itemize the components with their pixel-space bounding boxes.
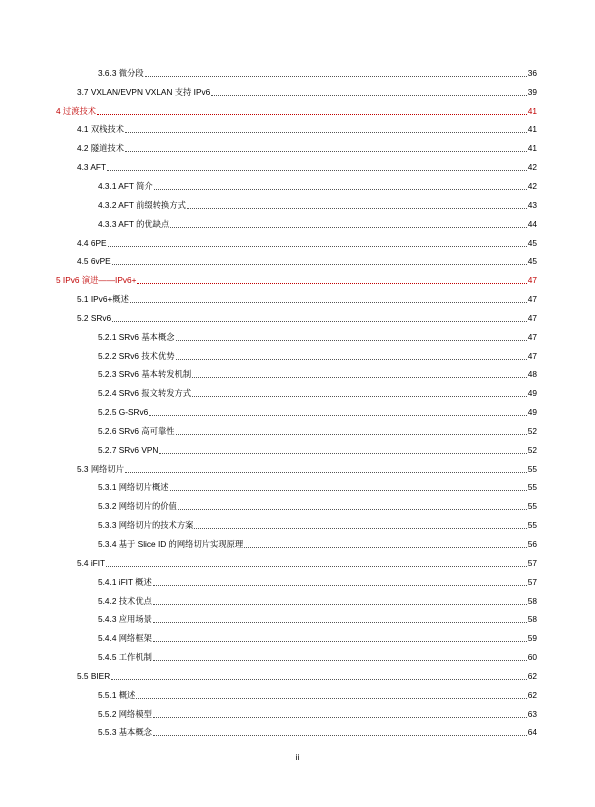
- toc-entry[interactable]: [0, 328, 537, 347]
- toc-entry[interactable]: [0, 234, 537, 253]
- toc-entry[interactable]: [0, 705, 537, 724]
- toc-entry-title: 5.5.2 网络模型: [98, 708, 152, 719]
- dot-leader: [153, 717, 527, 718]
- toc-entry-title: 5.5.3 基本概念: [98, 727, 152, 738]
- dot-leader: [154, 189, 527, 190]
- dot-leader: [170, 490, 527, 491]
- toc-entry-title: 5.2.1 SRv6 基本概念: [98, 331, 175, 342]
- toc-entry-title: 5.2.7 SRv6 VPN: [98, 444, 159, 455]
- dot-leader: [176, 340, 527, 341]
- toc-entry-page-number: 49: [527, 407, 537, 418]
- toc-entry-page-number: 52: [527, 444, 537, 455]
- toc-entry-title: 5.1 IPv6+概述: [77, 294, 129, 305]
- toc-entry-title: 5.4.5 工作机制: [98, 652, 152, 663]
- toc-entry-page-number: 41: [527, 143, 537, 154]
- toc-entry-page-number: 36: [527, 67, 537, 78]
- toc-entry-page-number: 47: [527, 275, 537, 286]
- toc-entry[interactable]: [0, 196, 537, 215]
- table-of-contents: [0, 64, 595, 742]
- toc-entry[interactable]: [0, 177, 537, 196]
- toc-entry-title: 5.4.4 网络框架: [98, 633, 152, 644]
- dot-leader: [176, 434, 527, 435]
- dot-leader: [149, 415, 527, 416]
- toc-entry-page-number: 62: [527, 670, 537, 681]
- toc-entry-title: 5.3.3 网络切片的技术方案: [98, 520, 194, 531]
- toc-entry-title: 4.2 隧道技术: [77, 143, 125, 154]
- toc-entry[interactable]: [0, 724, 537, 743]
- toc-entry-page-number: 52: [527, 425, 537, 436]
- toc-entry-page-number: 60: [527, 652, 537, 663]
- toc-entry-page-number: 55: [527, 463, 537, 474]
- toc-entry[interactable]: [0, 573, 537, 592]
- toc-entry-page-number: 62: [527, 689, 537, 700]
- toc-entry-page-number: 43: [527, 199, 537, 210]
- toc-entry-page-number: 45: [527, 237, 537, 248]
- toc-entry-page-number: 55: [527, 520, 537, 531]
- dot-leader: [97, 114, 527, 115]
- toc-entry-title: 5.4.2 技术优点: [98, 595, 152, 606]
- dot-leader: [125, 132, 527, 133]
- toc-entry-title: 4.3.2 AFT 前缀转换方式: [98, 199, 186, 210]
- toc-entry[interactable]: [0, 139, 537, 158]
- toc-entry-title: 5.5.1 概述: [98, 689, 136, 700]
- toc-entry[interactable]: [0, 252, 537, 271]
- toc-entry[interactable]: [0, 667, 537, 686]
- toc-entry-title: 5.3.4 基于 Slice ID 的网络切片实现原理: [98, 539, 244, 550]
- toc-entry[interactable]: [0, 158, 537, 177]
- toc-entry-title: 5.2.6 SRv6 高可靠性: [98, 425, 175, 436]
- toc-entry-title: 5.3 网络切片: [77, 463, 125, 474]
- toc-entry-page-number: 41: [527, 105, 537, 116]
- toc-entry[interactable]: [0, 64, 537, 83]
- toc-entry-page-number: 48: [527, 369, 537, 380]
- toc-entry[interactable]: [0, 83, 537, 102]
- toc-entry-title: 3.6.3 微分段: [98, 67, 144, 78]
- dot-leader: [178, 509, 527, 510]
- toc-entry-title: 4.3.1 AFT 简介: [98, 180, 153, 191]
- toc-entry-page-number: 55: [527, 482, 537, 493]
- toc-entry-page-number: 39: [527, 86, 537, 97]
- toc-entry-page-number: 47: [527, 331, 537, 342]
- toc-entry-title: 4.1 双栈技术: [77, 124, 125, 135]
- toc-entry[interactable]: [0, 460, 537, 479]
- toc-entry-title: 5.2.5 G-SRv6: [98, 407, 149, 418]
- toc-entry[interactable]: [0, 290, 537, 309]
- toc-entry-page-number: 45: [527, 256, 537, 267]
- dot-leader: [153, 641, 527, 642]
- toc-entry[interactable]: [0, 366, 537, 385]
- toc-entry[interactable]: [0, 441, 537, 460]
- toc-entry-page-number: 57: [527, 557, 537, 568]
- dot-leader: [107, 170, 527, 171]
- toc-entry-title: 5.2 SRv6: [77, 312, 112, 323]
- dot-leader: [137, 283, 526, 284]
- toc-entry[interactable]: [0, 479, 537, 498]
- toc-entry[interactable]: [0, 648, 537, 667]
- dot-leader: [125, 472, 527, 473]
- toc-entry[interactable]: [0, 102, 537, 121]
- toc-entry-title: 5.3.2 网络切片的价值: [98, 501, 177, 512]
- toc-entry-title: 5.2.3 SRv6 基本转发机制: [98, 369, 192, 380]
- dot-leader: [106, 566, 527, 567]
- toc-entry-title: 5.3.1 网络切片概述: [98, 482, 169, 493]
- dot-leader: [108, 246, 527, 247]
- toc-entry-title: 4.3 AFT: [77, 162, 107, 173]
- toc-entry[interactable]: [0, 592, 537, 611]
- dot-leader: [153, 660, 527, 661]
- dot-leader: [159, 453, 526, 454]
- dot-leader: [211, 95, 527, 96]
- dot-leader: [194, 528, 526, 529]
- toc-entry[interactable]: [0, 347, 537, 366]
- dot-leader: [153, 735, 527, 736]
- toc-entry-title: 5.4.3 应用场景: [98, 614, 152, 625]
- toc-entry-page-number: 47: [527, 294, 537, 305]
- toc-entry[interactable]: [0, 309, 537, 328]
- toc-entry-title: 4.3.3 AFT 的优缺点: [98, 218, 170, 229]
- dot-leader: [112, 264, 527, 265]
- dot-leader: [187, 208, 527, 209]
- toc-entry-title: 4 过渡技术: [56, 105, 97, 116]
- dot-leader: [192, 377, 527, 378]
- dot-leader: [192, 396, 527, 397]
- toc-entry[interactable]: [0, 610, 537, 629]
- dot-leader: [153, 622, 527, 623]
- toc-entry[interactable]: [0, 629, 537, 648]
- toc-entry-page-number: 41: [527, 124, 537, 135]
- toc-entry-title: 5.4.1 iFIT 概述: [98, 576, 152, 587]
- toc-entry-page-number: 44: [527, 218, 537, 229]
- toc-entry-page-number: 63: [527, 708, 537, 719]
- dot-leader: [244, 547, 527, 548]
- toc-entry-page-number: 58: [527, 595, 537, 606]
- dot-leader: [153, 604, 527, 605]
- dot-leader: [170, 227, 526, 228]
- page-number: ii: [295, 752, 300, 762]
- toc-entry[interactable]: [0, 686, 537, 705]
- toc-entry[interactable]: [0, 215, 537, 234]
- toc-entry-title: 4.5 6vPE: [77, 256, 111, 267]
- toc-entry-page-number: 47: [527, 350, 537, 361]
- toc-entry[interactable]: [0, 271, 537, 290]
- toc-entry[interactable]: [0, 403, 537, 422]
- toc-entry[interactable]: [0, 422, 537, 441]
- toc-entry-page-number: 42: [527, 180, 537, 191]
- toc-entry[interactable]: [0, 516, 537, 535]
- toc-entry-title: 5.5 BIER: [77, 670, 111, 681]
- toc-entry-title: 5.2.4 SRv6 报文转发方式: [98, 388, 192, 399]
- toc-entry-page-number: 49: [527, 388, 537, 399]
- toc-entry[interactable]: [0, 497, 537, 516]
- dot-leader: [136, 698, 526, 699]
- dot-leader: [125, 151, 527, 152]
- toc-entry-page-number: 47: [527, 312, 537, 323]
- toc-entry-page-number: 56: [527, 539, 537, 550]
- toc-entry-page-number: 59: [527, 633, 537, 644]
- toc-entry[interactable]: [0, 384, 537, 403]
- dot-leader: [176, 359, 527, 360]
- toc-entry-page-number: 57: [527, 576, 537, 587]
- toc-entry-page-number: 42: [527, 162, 537, 173]
- dot-leader: [112, 321, 527, 322]
- toc-entry-page-number: 64: [527, 727, 537, 738]
- toc-entry[interactable]: [0, 535, 537, 554]
- dot-leader: [111, 679, 527, 680]
- toc-entry[interactable]: [0, 121, 537, 140]
- toc-entry-title: 3.7 VXLAN/EVPN VXLAN 支持 IPv6: [77, 86, 211, 97]
- toc-entry-title: 5.2.2 SRv6 技术优势: [98, 350, 175, 361]
- toc-entry-title: 5 IPv6 演进——IPv6+: [56, 275, 137, 286]
- dot-leader: [145, 76, 527, 77]
- toc-entry-page-number: 55: [527, 501, 537, 512]
- toc-entry[interactable]: [0, 554, 537, 573]
- toc-entry-title: 5.4 iFIT: [77, 557, 106, 568]
- dot-leader: [130, 302, 527, 303]
- dot-leader: [153, 585, 527, 586]
- toc-entry-title: 4.4 6PE: [77, 237, 107, 248]
- toc-entry-page-number: 58: [527, 614, 537, 625]
